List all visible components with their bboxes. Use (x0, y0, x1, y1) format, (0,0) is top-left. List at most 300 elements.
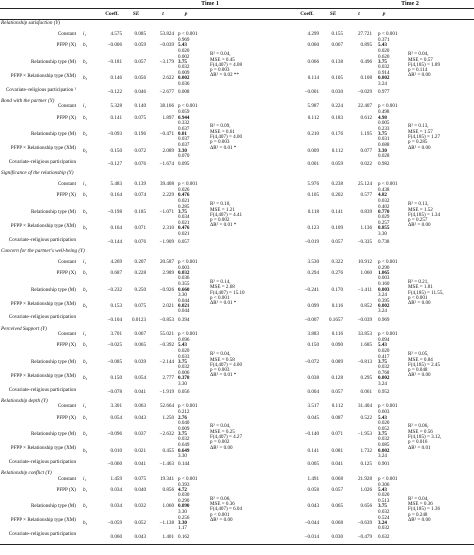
p-stack-line: 0.332 (178, 119, 190, 126)
p-stack-line: 0.070 (178, 152, 190, 159)
cell-t2: 31.404 (357, 403, 372, 410)
cell-t2: 0.066 (307, 58, 319, 65)
fit-line: p = 0.257 (408, 217, 428, 224)
fit-line: MSE = 0.61 (210, 128, 235, 135)
p-stack-line: p < 0.001 (378, 403, 398, 410)
p-stack-line: 3.24 (378, 80, 387, 87)
cell-t2: 33.853 (357, 331, 372, 338)
p-stack-line: 0.637 (178, 125, 190, 132)
fit-line: p < 0.001 (210, 294, 230, 301)
cell-t1: 53.824 (159, 31, 174, 38)
p-stack-line: 0.020 (378, 347, 390, 354)
p-stack-line: 0.009 (178, 70, 190, 77)
row-label: Constant (57, 103, 76, 110)
cell-t1: 5.328 (110, 103, 122, 110)
fit-line: p = 0.285 (408, 139, 428, 146)
cell-t2: 0.099 (307, 303, 319, 310)
row-label: Relationship type (M) (31, 58, 76, 65)
p-stack-line: 3.75 (178, 58, 187, 65)
cell-t2: 0.071 (331, 431, 343, 438)
p-value-t2 (378, 390, 404, 395)
cell-t2: 0.059 (331, 161, 343, 168)
p-stack-line: 3.24 (378, 291, 387, 298)
p-stack-line: 0.032 (378, 525, 390, 532)
p-value-t1 (178, 299, 204, 315)
cell-t1: 0.056 (134, 75, 146, 82)
cell-t1: 2.777 (162, 375, 174, 382)
path-label: b₃ (83, 375, 88, 382)
fit-line: R² = 0.06, (210, 495, 231, 502)
cell-t1: 3.301 (110, 403, 122, 410)
cell-t1: −0.059 (107, 519, 122, 526)
table-row (0, 404, 474, 409)
p-stack-line: 0.031 (378, 136, 390, 143)
p-value-t2 (378, 55, 404, 71)
p-stack-line: 0.285 (178, 203, 190, 210)
table-row (0, 532, 474, 543)
p-stack-line: 0.438 (378, 187, 390, 194)
cell-t1: −0.232 (107, 286, 122, 293)
cell-t2: 0.141 (307, 447, 319, 454)
fit-line: F(4,185) = 1.36 (408, 506, 441, 513)
p-value-t2 (378, 499, 404, 515)
p-stack-line: 0.002 (178, 75, 190, 82)
p-value-t2 (378, 299, 404, 315)
table-row (0, 104, 474, 109)
fit-line: F(4,185) = 1.89 (408, 61, 441, 68)
fit-line: ΔR² = 0.01 * (210, 372, 237, 379)
cell-t1: 38.166 (159, 103, 174, 110)
p-stack-line: 0.033 (178, 353, 190, 360)
p-stack-line: 0.162 (178, 533, 190, 540)
fit-line: F(4,407) = 4.08 (210, 61, 243, 68)
p-value-t1 (178, 205, 204, 221)
p-stack-line: 0.003 (378, 286, 390, 293)
fit-line: F(4,407) = 4.00 (210, 134, 243, 141)
p-stack-line: 3.75 (178, 358, 187, 365)
p-stack-line: 0.040 (178, 419, 190, 426)
p-stack-line: 3.75 (178, 208, 187, 215)
p-value-t2 (378, 443, 404, 459)
p-stack-line: 0.952 (378, 389, 390, 396)
p-stack-line: 0.524 (378, 514, 390, 521)
p-value-t2 (378, 483, 404, 499)
cell-t2: 0.057 (331, 486, 343, 493)
section-title: Concern for the partner's well-being (Y) (1, 247, 85, 254)
p-value-t2 (378, 462, 404, 467)
p-stack-line: 3.30 (178, 519, 187, 526)
cell-t2: 1.136 (360, 225, 372, 232)
p-stack-line: 0.034 (178, 214, 190, 221)
cell-t2: 0.141 (331, 208, 343, 215)
row-label: Constant (57, 403, 76, 410)
cell-t2: 1.195 (360, 131, 372, 138)
cell-t1: 20.587 (159, 259, 174, 265)
cell-t1: 0.039 (134, 358, 146, 365)
p-stack-line: 0.417 (378, 353, 390, 360)
cell-t2: 0.123 (307, 225, 319, 232)
cell-t1: 0.196 (134, 131, 146, 138)
p-stack-line: 0.002 (378, 375, 390, 382)
p-value-t2 (378, 127, 404, 143)
fit-line: R² = 0.04, (210, 423, 231, 430)
path-label: b₂ (83, 286, 88, 293)
cell-t2: 0.105 (331, 75, 343, 82)
cell-t2: 1.732 (360, 447, 372, 454)
cell-t2: 0.852 (360, 303, 372, 310)
p-stack-line: 0.056 (178, 389, 190, 396)
p-stack-line: 0.057 (178, 239, 190, 246)
table-row (0, 88, 474, 99)
row-label: Constant (57, 331, 76, 338)
p-stack-line: 0.032 (178, 64, 190, 71)
cell-t1: 0.041 (134, 389, 146, 396)
cell-t1: −0.198 (107, 208, 122, 215)
cell-t1: 5.483 (110, 181, 122, 188)
fit-line: ΔR² = 0.00 (408, 72, 431, 79)
fit-line: p < 0.001 (408, 294, 428, 301)
cell-t2: 0.138 (331, 58, 343, 65)
p-stack-line: 0.029 (378, 214, 390, 221)
row-label: PFPP × Relationship type (XM) (10, 222, 76, 229)
col-p-t2: p (382, 11, 386, 17)
cell-t1: 0.021 (134, 447, 146, 454)
p-stack-line: 5.43 (178, 342, 187, 349)
cell-t1: 0.164 (110, 225, 122, 232)
cell-t1: 0.185 (134, 208, 146, 215)
cell-t2: −1.411 (357, 286, 372, 293)
row-label: Covariate–religious participation (8, 531, 76, 537)
path-label: b₂ (83, 431, 88, 438)
fit-line: p = 0.016 (408, 439, 428, 446)
p-stack-line: 3.24 (378, 380, 387, 387)
p-stack-line: 1.065 (378, 270, 390, 277)
fit-line: ΔR² = 0.00 (210, 444, 233, 451)
p-value-t1 (178, 282, 204, 298)
model-fit-t2 (408, 497, 440, 523)
p-value-t2 (378, 410, 404, 426)
cell-t2: 0.496 (360, 58, 372, 65)
cell-t2: 0.118 (307, 208, 319, 215)
model-fit-t1 (210, 52, 242, 78)
cell-t2: 5.976 (307, 181, 319, 188)
p-stack-line: 0.393 (178, 481, 190, 488)
cell-t2: 0.068 (331, 475, 343, 482)
cell-t1: 0.054 (134, 375, 146, 382)
p-value-t1 (178, 410, 204, 426)
cell-t1: −1.138 (159, 519, 174, 526)
cell-t1: −0.085 (107, 358, 122, 365)
cell-t1: 0.075 (134, 114, 146, 121)
section-title: Bond with the partner (Y) (1, 97, 55, 104)
cell-t1: 0.150 (110, 375, 122, 382)
cell-t1: 0.037 (134, 431, 146, 438)
p-stack-line: 0.002 (178, 53, 190, 60)
p-stack-line: 0.030 (178, 492, 190, 499)
cell-t2: 0.057 (331, 389, 343, 396)
fit-line: MSE = 0.45 (210, 56, 235, 63)
p-stack-line: 0.649 (178, 442, 190, 449)
cell-t2: 0.210 (307, 131, 319, 138)
p-value-t1 (178, 390, 204, 395)
p-stack-line: 0.632 (378, 533, 390, 540)
p-stack-line: 3.75 (378, 131, 387, 138)
p-stack-line: p < 0.001 (178, 103, 198, 110)
p-stack-line: 0.020 (178, 347, 190, 354)
p-stack-line: 3.75 (378, 431, 387, 438)
p-stack-line: 0.901 (378, 461, 390, 468)
cell-t1: −0.039 (159, 42, 174, 49)
path-label: b₁ (83, 414, 88, 421)
fit-line: R² = 0.13, (408, 123, 429, 130)
section-title: Relationship depth (Y) (1, 397, 48, 404)
row-label: PFPP × Relationship type (XM) (10, 300, 76, 307)
cell-t1: 0.032 (134, 503, 146, 510)
p-value-t2 (378, 371, 404, 387)
p-stack-line: 0.020 (378, 47, 390, 54)
model-fit-t2 (408, 424, 441, 450)
p-stack-line: 0.036 (178, 80, 190, 87)
p-stack-line: 0.090 (178, 503, 190, 510)
cell-t1: 0.034 (110, 503, 122, 510)
col-se-t1: SE (132, 11, 140, 17)
p-stack-line: 5.43 (378, 486, 387, 493)
cell-t1: 2.310 (162, 225, 174, 232)
cell-t2: 0.295 (360, 375, 372, 382)
p-value-t2 (378, 221, 404, 237)
cell-t2: 0.176 (331, 131, 343, 138)
p-stack-line: 0.032 (378, 64, 390, 71)
p-stack-line: 0.01 (178, 131, 187, 138)
cell-t2: 0.067 (331, 42, 343, 49)
cell-t2: 1.026 (360, 486, 372, 493)
fit-line: R² = 0.04, (408, 495, 429, 502)
cell-t1: 4.269 (110, 259, 122, 265)
p-stack-line: 0.032 (178, 436, 190, 443)
p-stack-line: p < 0.001 (178, 331, 198, 338)
fit-line: F(4,407) = 6.04 (210, 506, 243, 513)
p-stack-line: 0.649 (178, 447, 190, 454)
fit-line: R² = 0.10, (210, 201, 231, 208)
p-value-t1 (178, 38, 204, 54)
cell-t1: 0.250 (134, 286, 146, 293)
model-fit-t1 (210, 124, 242, 150)
cell-t1: −0.926 (159, 286, 174, 293)
p-stack-line: 0.476 (178, 192, 190, 199)
p-stack-line: p < 0.001 (178, 403, 198, 410)
p-stack-line: 0.003 (378, 275, 390, 282)
cell-t2: −0.044 (304, 519, 319, 526)
row-label: PFPP (X) (56, 42, 76, 49)
cell-t1: 0.063 (134, 403, 146, 410)
path-label: b₁ (83, 114, 88, 121)
p-stack-line: p < 0.001 (178, 259, 198, 265)
cell-t2: 10.912 (357, 259, 372, 265)
p-value-t2 (378, 516, 404, 532)
cell-t1: 0.041 (134, 461, 146, 468)
fit-line: p = 0.248 (408, 511, 428, 518)
path-label: b₂ (83, 58, 88, 65)
cell-t2: 0.112 (331, 403, 343, 410)
p-value-t1 (178, 355, 204, 371)
table-row (0, 32, 474, 37)
p-stack-line: 5.43 (378, 414, 387, 421)
cell-t1: 0.075 (134, 303, 146, 310)
cell-t2: 0.108 (360, 75, 372, 82)
cell-t2: −0.479 (357, 533, 372, 540)
p-stack-line: 0.256 (178, 514, 190, 521)
cell-t2: 0.125 (360, 461, 372, 468)
row-label: Constant (57, 181, 76, 188)
p-stack-line: 0.498 (378, 109, 390, 116)
table-row (0, 160, 474, 171)
p-stack-line: 4.82 (378, 192, 387, 199)
cell-t2: −0.241 (304, 286, 319, 293)
fit-line: p < 0.001 (210, 511, 230, 518)
cell-t1: 0.075 (134, 475, 146, 482)
cell-t2: 0.030 (331, 89, 343, 96)
p-value-t2 (378, 355, 404, 371)
p-stack-line: 0.037 (178, 136, 190, 143)
p-stack-line: 3.30 (178, 147, 187, 154)
row-label: Relationship type (M) (31, 358, 76, 365)
model-fit-t2 (408, 52, 440, 78)
cell-t1: −0.127 (107, 161, 122, 168)
p-stack-line: 0.032 (378, 197, 390, 204)
cell-t1: 0.153 (110, 303, 122, 310)
path-label: b₃ (83, 447, 88, 454)
cell-t1: 2.989 (162, 270, 174, 277)
fit-line: F(4,407) = 15.10 (210, 289, 245, 296)
fit-line: ΔR² = 0.00 (408, 300, 431, 307)
fit-line: ΔR² = 0.01 * (210, 144, 237, 151)
cell-t2: 4.299 (307, 31, 319, 38)
p-stack-line: 0.002 (378, 447, 390, 454)
table-row (0, 238, 474, 249)
path-label: b₂ (83, 358, 88, 365)
p-stack-line: p < 0.001 (178, 31, 198, 38)
fit-line: F(4,407) = 4.27 (210, 434, 243, 441)
p-stack-line: 0.003 (178, 264, 190, 271)
p-value-t1 (178, 499, 204, 515)
cell-t1: −1.909 (159, 239, 174, 246)
row-label: PFPP × Relationship type (XM) (10, 517, 76, 524)
p-stack-line: 0.144 (178, 461, 190, 468)
p-value-t2 (378, 110, 404, 126)
p-stack-line: 0.371 (378, 37, 390, 44)
row-label: PFPP × Relationship type (XM) (10, 144, 76, 151)
p-stack-line: 0.212 (178, 409, 190, 416)
cell-t1: −0.392 (159, 342, 174, 349)
p-stack-line: 0.977 (378, 89, 390, 96)
row-label: PFPP (X) (56, 192, 76, 199)
cell-t1: 0.052 (134, 519, 146, 526)
p-stack-line: p < 0.001 (378, 259, 398, 265)
cell-t2: −0.639 (357, 519, 372, 526)
fit-line: ΔR² = 0.02 ** (210, 72, 239, 79)
header-rule-bottom (0, 19, 474, 20)
fit-line: MSE = 0.56 (408, 428, 433, 435)
p-stack-line: 4.98 (378, 114, 387, 121)
fit-line: R² = 0.13, (408, 201, 429, 208)
cell-t2: 0.116 (331, 303, 343, 310)
p-stack-line: 0.021 (178, 303, 190, 310)
row-label: PFPP (X) (56, 486, 76, 493)
p-stack-line: 0.021 (178, 220, 190, 227)
fit-line: ΔR² = 0.00 (408, 222, 431, 229)
cell-t2: 0.090 (331, 342, 343, 349)
table-row (0, 460, 474, 471)
row-label: Constant (57, 259, 76, 265)
time1-header: Time 1 (201, 1, 219, 7)
cell-t1: 0.076 (134, 161, 146, 168)
p-stack-line: 0.738 (378, 239, 390, 246)
p-value-t2 (378, 143, 404, 159)
cell-t2: 0.081 (331, 447, 343, 454)
cell-t1: −0.471 (159, 131, 174, 138)
p-stack-line: 3.24 (378, 519, 387, 526)
p-stack-line: 0.476 (178, 225, 190, 232)
fit-line: MSE = 0.58 (210, 356, 235, 363)
table-row (0, 388, 474, 399)
p-stack-line: 3.75 (378, 358, 387, 365)
cell-t2: 0.009 (307, 147, 319, 154)
fit-line: ΔR² = 0.00 (408, 144, 431, 151)
p-value-t1 (178, 127, 204, 143)
cell-t2: 0.030 (331, 533, 343, 540)
cell-t1: 0.687 (110, 270, 122, 277)
model-fit-t2 (408, 352, 440, 378)
cell-t2: 0.060 (307, 42, 319, 49)
section-title: Perceived Support (Y) (1, 325, 47, 332)
fit-line: MSE = 0.25 (210, 428, 235, 435)
row-label: Relationship type (M) (31, 286, 76, 293)
cell-t2: 0.155 (331, 31, 343, 38)
col-se-t2: SE (329, 11, 337, 17)
cell-t2: 0.183 (331, 114, 343, 121)
cell-t1: 0.046 (134, 89, 146, 96)
col-p-t1: p (184, 11, 188, 17)
cell-t1: 0.164 (110, 192, 122, 199)
row-label: Covariate–religious participation (8, 386, 76, 393)
fit-line: MSE = 0.36 (408, 500, 433, 507)
p-stack-line: p < 0.001 (178, 475, 198, 482)
cell-t2: 0.112 (331, 147, 343, 154)
model-fit-t1 (210, 352, 242, 378)
p-stack-line: 5.43 (178, 42, 187, 49)
p-stack-line: 0.028 (378, 152, 390, 159)
time2-header: Time 2 (401, 1, 419, 7)
path-label: b₃ (83, 303, 88, 310)
cell-t2: 0.105 (307, 192, 319, 199)
path-label: b₂ (83, 131, 88, 138)
cell-t2: 25.124 (357, 181, 372, 188)
cell-t2: −0.029 (357, 89, 372, 96)
cell-t1: 2.229 (162, 192, 174, 199)
p-stack-line: 0.044 (178, 297, 190, 304)
p-value-t1 (178, 266, 204, 282)
fit-line: MSE = 0.84 (408, 356, 433, 363)
fit-line: MSE = 2.68 (210, 284, 235, 291)
row-label: Relationship type (M) (31, 131, 76, 138)
cell-t2: 0.004 (307, 389, 319, 396)
p-value-t2 (378, 282, 404, 298)
row-label: Constant (57, 475, 76, 482)
p-stack-line: 0.002 (378, 75, 390, 82)
p-stack-line: 0.085 (378, 442, 390, 449)
section-title: Relationship satisfaction (Y) (1, 20, 61, 26)
model-fit-t1 (210, 497, 242, 523)
